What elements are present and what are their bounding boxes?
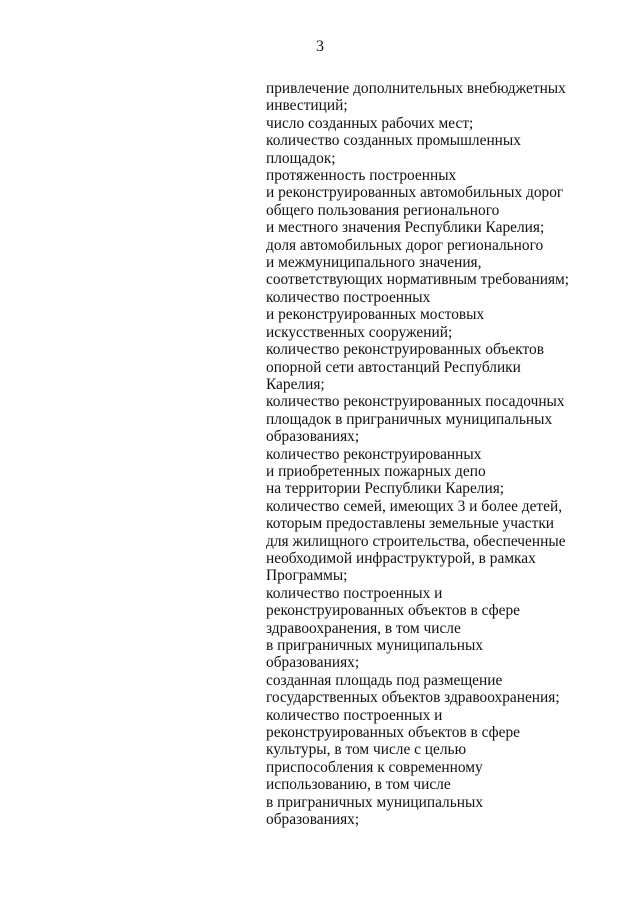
text-line: доля автомобильных дорог регионального	[266, 236, 544, 254]
text-line: опорной сети автостанций Республики	[266, 358, 521, 376]
text-line: приспособления к современному	[266, 758, 483, 776]
page-number: 3	[316, 38, 324, 55]
text-line: образованиях;	[266, 811, 360, 829]
text-line: количество созданных промышленных	[266, 132, 521, 150]
text-line: инвестиций;	[266, 97, 348, 115]
text-line: реконструированных объектов в сфере	[266, 724, 520, 742]
text-line: количество реконструированных объектов	[266, 341, 544, 359]
text-line: и реконструированных автомобильных дорог	[266, 184, 564, 202]
text-line: в приграничных муниципальных	[266, 637, 484, 654]
text-line: количество построенных и	[266, 584, 443, 602]
text-line: для жилищного строительства, обеспеченные	[266, 532, 566, 550]
text-line: и местного значения Республики Карелия;	[266, 219, 545, 237]
text-line: Программы;	[266, 567, 348, 585]
text-line: образованиях;	[266, 428, 360, 446]
text-line: реконструированных объектов в сфере	[266, 602, 520, 620]
text-line: количество реконструированных посадочных	[266, 393, 565, 411]
text-line: необходимой инфраструктурой, в рамках	[266, 549, 536, 567]
text-line: общего пользования регионального	[266, 201, 500, 219]
text-line: созданная площадь под размещение	[266, 671, 503, 689]
text-line: искусственных сооружений;	[266, 323, 453, 341]
text-line: образованиях;	[266, 654, 360, 672]
text-line: и реконструированных мостовых	[266, 306, 485, 324]
text-line: государственных объектов здравоохранения;	[266, 689, 560, 707]
text-line: количество реконструированных	[266, 445, 482, 463]
text-line: использованию, в том числе	[266, 776, 451, 794]
text-line: число созданных рабочих мест;	[266, 114, 474, 132]
text-line: культуры, в том числе с целью	[266, 741, 467, 759]
text-line: Карелия;	[266, 375, 325, 393]
text-line: количество семей, имеющих 3 и более детей,	[266, 497, 563, 515]
text-line: и межмуниципального значения,	[266, 254, 482, 272]
text-line: соответствующих нормативным требованиям;	[266, 271, 570, 289]
text-line: площадок;	[266, 149, 336, 167]
text-line: в приграничных муниципальных	[266, 793, 484, 811]
text-line: которым предоставлены земельные участки	[266, 515, 555, 533]
text-line: на территории Республики Карелия;	[266, 480, 505, 498]
text-line: количество построенных и	[266, 706, 443, 724]
text-line: протяженность построенных	[266, 167, 457, 185]
text-line: площадок в приграничных муниципальных	[266, 410, 553, 428]
text-line: и приобретенных пожарных депо	[266, 462, 486, 480]
document-body	[266, 80, 586, 828]
text-line: привлечение дополнительных внебюджетных	[266, 80, 566, 97]
text-line: количество построенных	[266, 288, 431, 306]
text-line: здравоохранения, в том числе	[266, 619, 461, 637]
